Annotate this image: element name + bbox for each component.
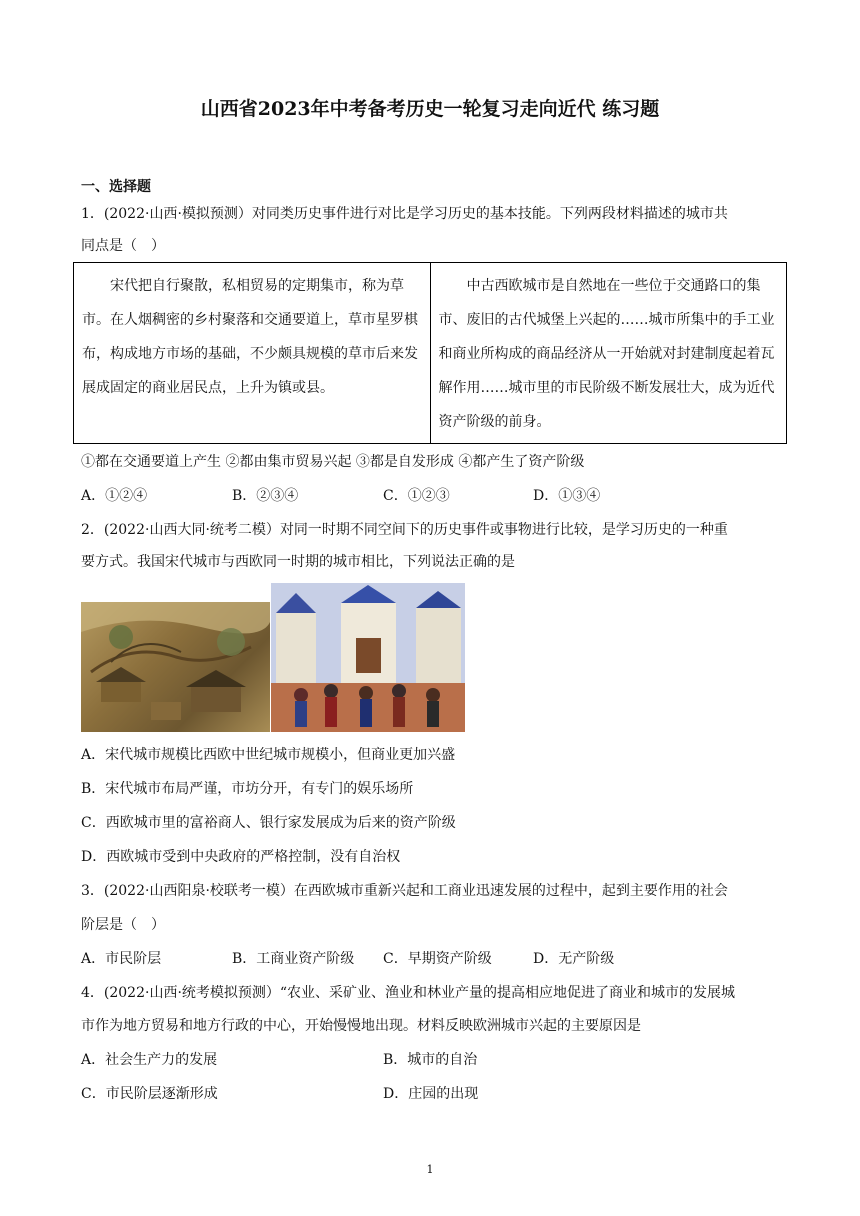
q1-option-a[interactable]: A．①②④ <box>81 488 148 504</box>
q2-option-d[interactable]: D．西欧城市受到中央政府的严格控制，没有自治权 <box>81 849 401 865</box>
q3-option-b[interactable]: B．工商业资产阶级 <box>232 951 355 967</box>
page-number: 1 <box>426 1163 434 1176</box>
q2-stem-line2: 要方式。我国宋代城市与西欧同一时期的城市相比，下列说法正确的是 <box>81 554 515 570</box>
q4-stem-line2: 市作为地方贸易和地方行政的中心，开始慢慢地出现。材料反映欧洲城市兴起的主要原因是 <box>81 1018 641 1034</box>
q2-option-c[interactable]: C．西欧城市里的富裕商人、银行家发展成为后来的资产阶级 <box>81 815 456 831</box>
q1-stem-line2: 同点是（ ） <box>81 238 165 254</box>
q3-stem-line1: 3．(2022·山西阳泉·校联考一模）在西欧城市重新兴起和工商业迅速发展的过程中，起到主要作用的社会 <box>81 883 728 899</box>
q2-option-b[interactable]: B．宋代城市布局严谨，市坊分开，有专门的娱乐场所 <box>81 781 414 797</box>
q3-option-a[interactable]: A．市民阶层 <box>81 951 162 967</box>
q1-material-left: 宋代把自行聚散，私相贸易的定期集市，称为草市。在人烟稠密的乡村聚落和交通要道上，草市星罗棋布，构成地方市场的基础，不少颇具规模的草市后来发展成固定的商业居民点，上升为镇或县。 <box>74 263 431 444</box>
q4-option-d[interactable]: D．庄园的出现 <box>383 1086 479 1102</box>
q4-option-b[interactable]: B．城市的自治 <box>383 1052 478 1068</box>
q4-stem-line1: 4．(2022·山西·统考模拟预测）“农业、采矿业、渔业和林业产量的提高相应地促进了商业和城市的发展城 <box>81 985 736 1001</box>
medieval-european-city-image <box>271 583 465 732</box>
q1-stem-line1: 1．(2022·山西·模拟预测）对同类历史事件进行对比是学习历史的基本技能。下列两段材料描述的城市共 <box>81 206 728 222</box>
q2-option-a[interactable]: A．宋代城市规模比西欧中世纪城市规模小，但商业更加兴盛 <box>81 747 456 763</box>
section-heading: 一、选择题 <box>81 179 151 195</box>
q1-option-b[interactable]: B．②③④ <box>232 488 299 504</box>
q4-option-a[interactable]: A．社会生产力的发展 <box>81 1052 218 1068</box>
q1-material-right: 中古西欧城市是自然地在一些位于交通路口的集市、废旧的古代城堡上兴起的……城市所集中的手工业和商业所构成的商品经济从一开始就对封建制度起着瓦解作用……城市里的市民阶级不断发展壮大，成为近代资产阶级的前身。 <box>430 263 787 444</box>
q3-option-d[interactable]: D．无产阶级 <box>533 951 615 967</box>
q2-stem-line1: 2．(2022·山西大同·统考二模）对同一时期不同空间下的历史事件或事物进行比较，是学习历史的一种重 <box>81 522 728 538</box>
q1-material-table <box>73 262 787 444</box>
q1-option-c[interactable]: C．①②③ <box>383 488 450 504</box>
q3-stem-line2: 阶层是（ ） <box>81 917 165 933</box>
q1-option-d[interactable]: D．①③④ <box>533 488 601 504</box>
q1-statements: ①都在交通要道上产生 ②都由集市贸易兴起 ③都是自发形成 ④都产生了资产阶级 <box>81 454 585 470</box>
page-title: 山西省2023年中考备考历史一轮复习走向近代 练习题 <box>200 98 660 120</box>
song-city-painting-image <box>81 602 270 732</box>
q3-option-c[interactable]: C．早期资产阶级 <box>383 951 492 967</box>
q4-option-c[interactable]: C．市民阶层逐渐形成 <box>81 1086 218 1102</box>
